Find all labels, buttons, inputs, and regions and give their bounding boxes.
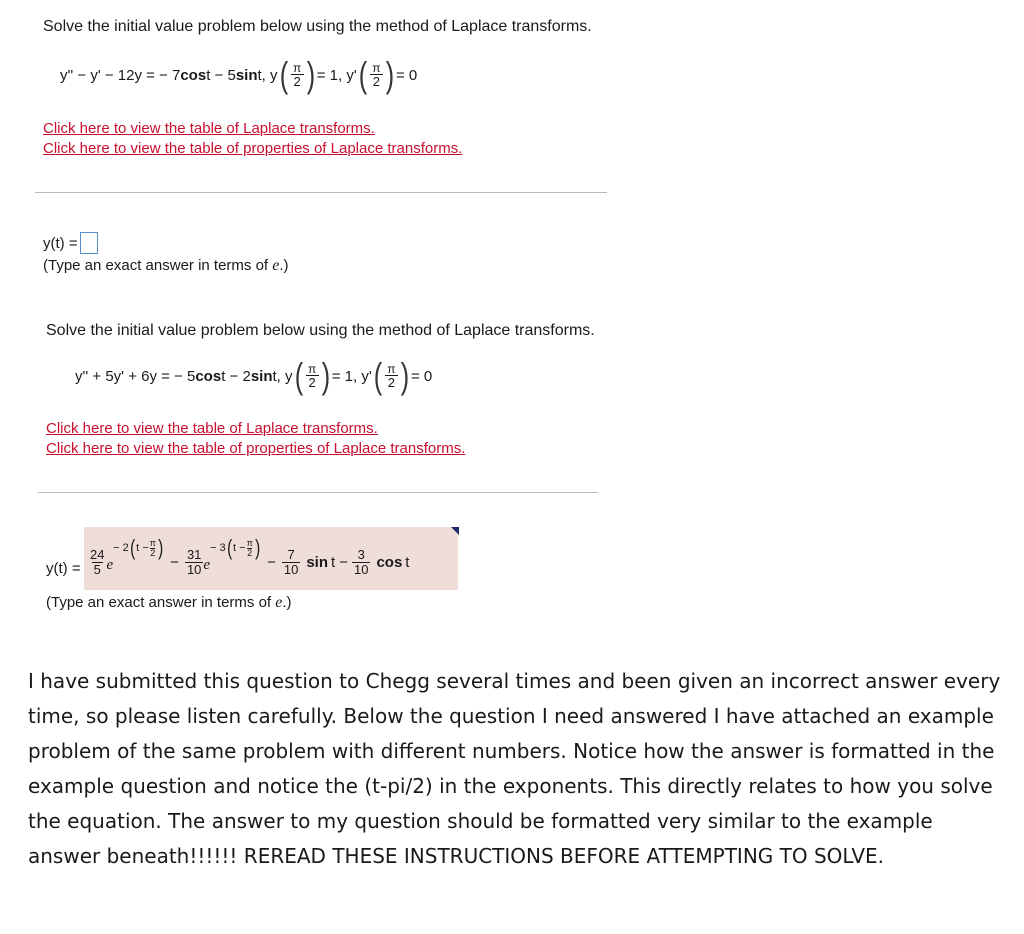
problem1-laplace-properties-link[interactable]: Click here to view the table of properties of Laplace transforms. <box>43 140 463 157</box>
exponent-2: − 3 ( t − $\frac{\pi}{2}$ ) <box>210 535 261 560</box>
problem2-laplace-properties-link[interactable]: Click here to view the table of properties of Laplace transforms. <box>46 440 466 457</box>
problem1-prompt: Solve the initial value problem below using the method of Laplace transforms. <box>43 18 592 35</box>
answer-label: y(t) = <box>43 234 78 252</box>
problem1-answer-row <box>43 232 98 254</box>
answer-corner-marker <box>451 527 459 535</box>
divider <box>38 492 598 493</box>
divider <box>35 192 607 193</box>
problem1-laplace-table-link[interactable]: Click here to view the table of Laplace transforms. <box>43 120 375 137</box>
answer-input[interactable] <box>80 232 98 254</box>
problem2-hint: (Type an exact answer in terms of e.) <box>46 594 292 611</box>
problem1-hint: (Type an exact answer in terms of e.) <box>43 257 289 274</box>
problem2-equation: y'' + 5y' + 6y = − 5 cos t − 2 sin t, y ( $\frac{\pi}{2}$ ) = 1, y' ( $\frac{\pi}{2}$ ) = 0 <box>75 355 433 396</box>
user-note: I have submitted this question to Chegg several times and been given an incorrect answer every time, so please listen carefully. Below the question I need answered I have attached an example problem of the same problem with different numbers. Notice how the answer is formatted in the example question and notice the (t-pi/2) in the exponents. This directly relates to how you solve the equation. The answer to my question should be formatted very similar to the example answer beneath!!!!!! REREAD THESE INSTRUCTIONS BEFORE ATTEMPTING TO SOLVE. <box>28 669 1001 868</box>
coef-31-10: $\frac{31}{10}$ <box>186 546 202 577</box>
problem2-answer-label: y(t) = <box>46 560 81 577</box>
coef-3-10: $\frac{3}{10}$ <box>353 546 369 577</box>
coef-24-5: 24 5 <box>90 546 105 577</box>
problem2-laplace-table-link[interactable]: Click here to view the table of Laplace transforms. <box>46 420 378 437</box>
exponent-1: − 2 ( t − $\frac{\pi}{2}$ ) <box>113 535 164 560</box>
coef-7-10: $\frac{7}{10}$ <box>283 546 299 577</box>
problem1-equation: y'' − y' − 12y = − 7 cos t − 5 sin t, y ( $\frac{\pi}{2}$ ) = 1, y' ( $\frac{\pi}{2}$ ) = 0 <box>60 54 418 95</box>
problem2-answer-expression: 24 5 e − 2 ( t − $\frac{\pi}{2}$ ) − $\frac{31}{10}$ e − 3 ( t − $\frac{\pi}{2}$ ) − $\frac{7}{10}$ sin t − $\frac{3}{10}$ cos t <box>90 535 410 577</box>
problem2-prompt: Solve the initial value problem below using the method of Laplace transforms. <box>46 322 595 339</box>
